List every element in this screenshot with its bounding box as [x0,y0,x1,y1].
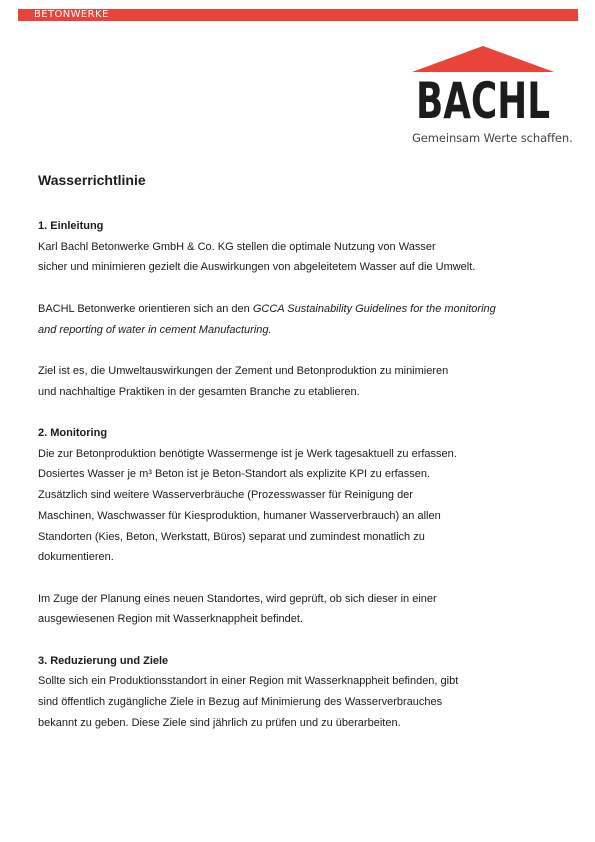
bachl-logo [412,44,554,130]
page-title: Wasserrichtlinie [38,172,146,188]
section-heading-reduction-goals: 3. Reduzierung und Ziele [38,654,169,667]
tagline: Gemeinsam Werte schaffen. [412,131,573,145]
header-bar-label: BETONWERKE [34,9,109,20]
guideline-reference: GCCA Sustainability Guidelines for the monitoring [252,302,496,315]
paragraph: BACHL Betonwerke orientieren sich an den GCCA Sustainability Guidelines for the monitoring and reporting of water in cement Manufacturing. [38,302,496,336]
logo-text: BACHL [416,72,550,130]
paragraph: Ziel ist es, die Umweltauswirkungen der Zement und Betonproduktion zu minimieren und nachhaltige Praktiken in der gesamten Branche zu etablieren. [38,364,449,398]
paragraph: Im Zuge der Planung eines neuen Standortes, wird geprüft, ob sich dieser in einer ausgewiesenen Region mit Wasserknappheit befindet. [38,592,437,626]
document-body [38,216,558,734]
logo-roof [412,46,554,72]
paragraph: Die zur Betonproduktion benötigte Wassermenge ist je Werk tagesaktuell zu erfassen. Dosiertes Wasser je m³ Beton ist je Beton-Standort als explizite KPI zu erfassen. Zusätzlich sind weitere Wasserverbräuche (Prozesswasser für Reinigung der Maschinen, Waschwasser für Kiesproduktion, humaner Wasserverbrauch) an allen Standorten (Kies, Beton, Werkstatt, Büros) separat und zumindest monatlich zu dokumentieren. [38,447,457,564]
header-bar [18,9,578,21]
paragraph: Sollte sich ein Produktionsstandort in einer Region mit Wasserknappheit befinden, gibt sind öffentlich zugängliche Ziele in Bezug auf Minimierung des Wasserverbrauches bekannt zu geben. Diese Ziele sind jährlich zu prüfen und zu überarbeiten. [38,675,459,729]
paragraph: Karl Bachl Betonwerke GmbH & Co. KG stellen die optimale Nutzung von Wasser sicher und minimieren gezielt die Auswirkungen von abgeleitetem Wasser auf die Umwelt. [38,240,476,274]
section-heading-introduction: 1. Einleitung [38,220,104,232]
section-heading-monitoring: 2. Monitoring [38,426,108,439]
